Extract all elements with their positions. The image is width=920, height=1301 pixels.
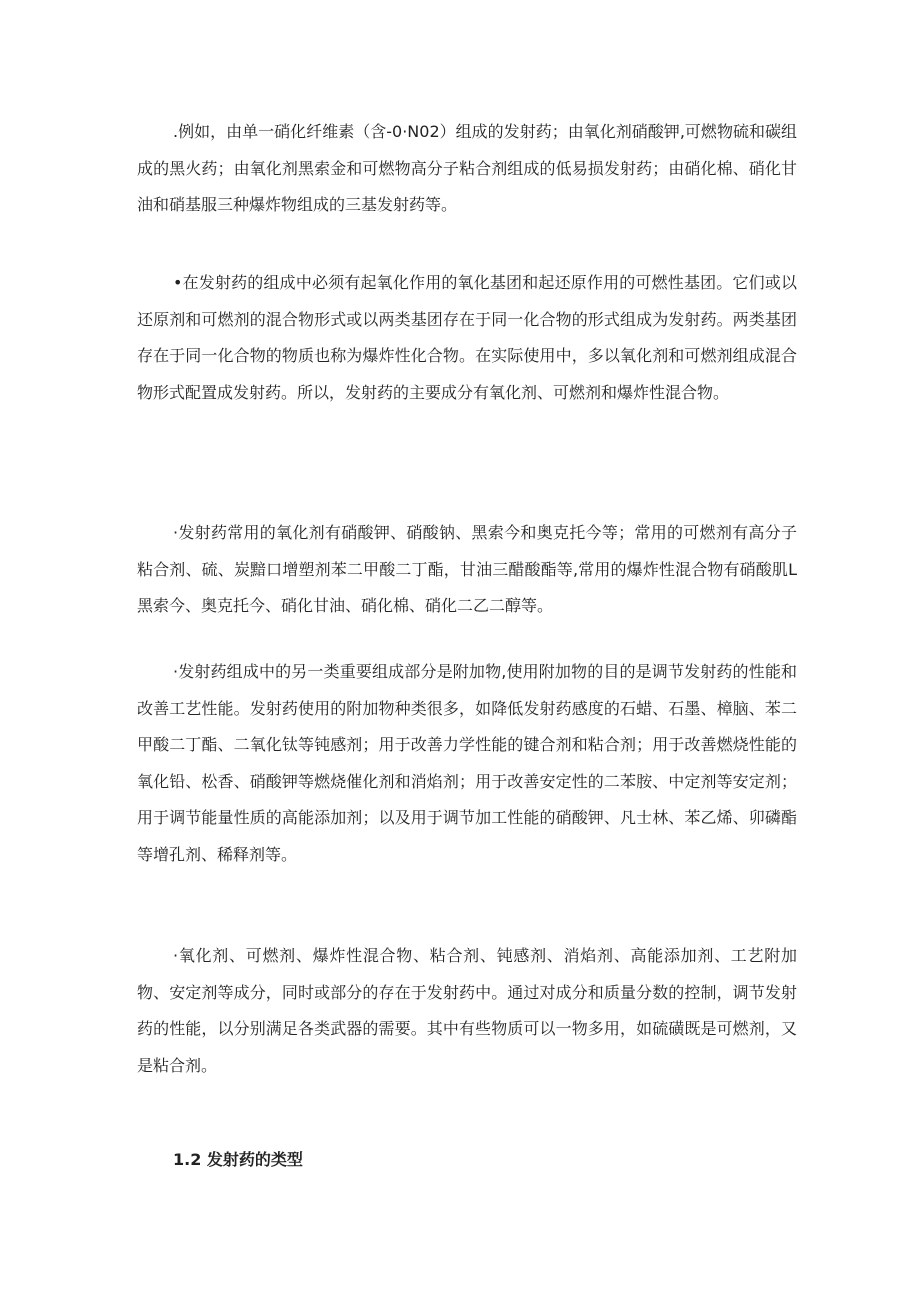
paragraph-propellant-examples: .例如，由单一硝化纤维素（含-0·N02）组成的发射药；由氧化剂硝酸钾,可燃物硫和碳组成的黑火药；由氧化剂黑索金和可燃物高分子粘合剂组成的低易损发射药；由硝化棉、硝化甘油和硝基服三种爆炸物组成的三基发射药等。 [137,122,797,214]
paragraph-common-oxidizers-fuels: ·发射药常用的氧化剂有硝酸钾、硝酸钠、黑索今和奥克托今等；常用的可燃剂有高分子粘合剂、硫、炭黯口增塑剂苯二甲酸二丁酯，甘油三醋酸酯等,常用的爆炸性混合物有硝酸肌L黑索今、奥克托今、硝化甘油、硝化棉、硝化二乙二醇等。 [137,523,797,615]
paragraph-additives: ·发射药组成中的另一类重要组成部分是附加物,使用附加物的目的是调节发射药的性能和改善工艺性能。发射药使用的附加物种类很多，如降低发射药感度的石蜡、石墨、樟脑、苯二甲酸二丁酯、二氧化钛等钝感剂；用于改善力学性能的键合剂和粘合剂；用于改善燃烧性能的氧化铅、松香、硝酸钾等燃烧催化剂和消焰剂；用于改善安定性的二苯胺、中定剂等安定剂；用于调节能量性质的高能添加剂；以及用于调节加工性能的硝酸钾、凡士林、苯乙烯、卯磷酯等增孔剂、稀释剂等。 [137,662,797,864]
paragraph-component-summary: ·氧化剂、可燃剂、爆炸性混合物、粘合剂、钝感剂、消焰剂、高能添加剂、工艺附加物、安定剂等成分，同时或部分的存在于发射药中。通过对成分和质量分数的控制，调节发射药的性能，以分别满足各类武器的需要。其中有些物质可以一物多用，如硫磺既是可燃剂，又是粘合剂。 [137,946,797,1075]
paragraph-oxidizing-reducing-groups: •在发射药的组成中必须有起氧化作用的氧化基团和起还原作用的可燃性基团。它们或以还原剂和可燃剂的混合物形式或以两类基团存在于同一化合物的形式组成为发射药。两类基团存在于同一化合物的物质也称为爆炸性化合物。在实际使用中，多以氧化剂和可燃剂组成混合物形式配置成发射药。所以，发射药的主要成分有氧化剂、可燃剂和爆炸性混合物。 [137,273,797,402]
section-heading: 1.2 发射药的类型 [173,1150,303,1169]
